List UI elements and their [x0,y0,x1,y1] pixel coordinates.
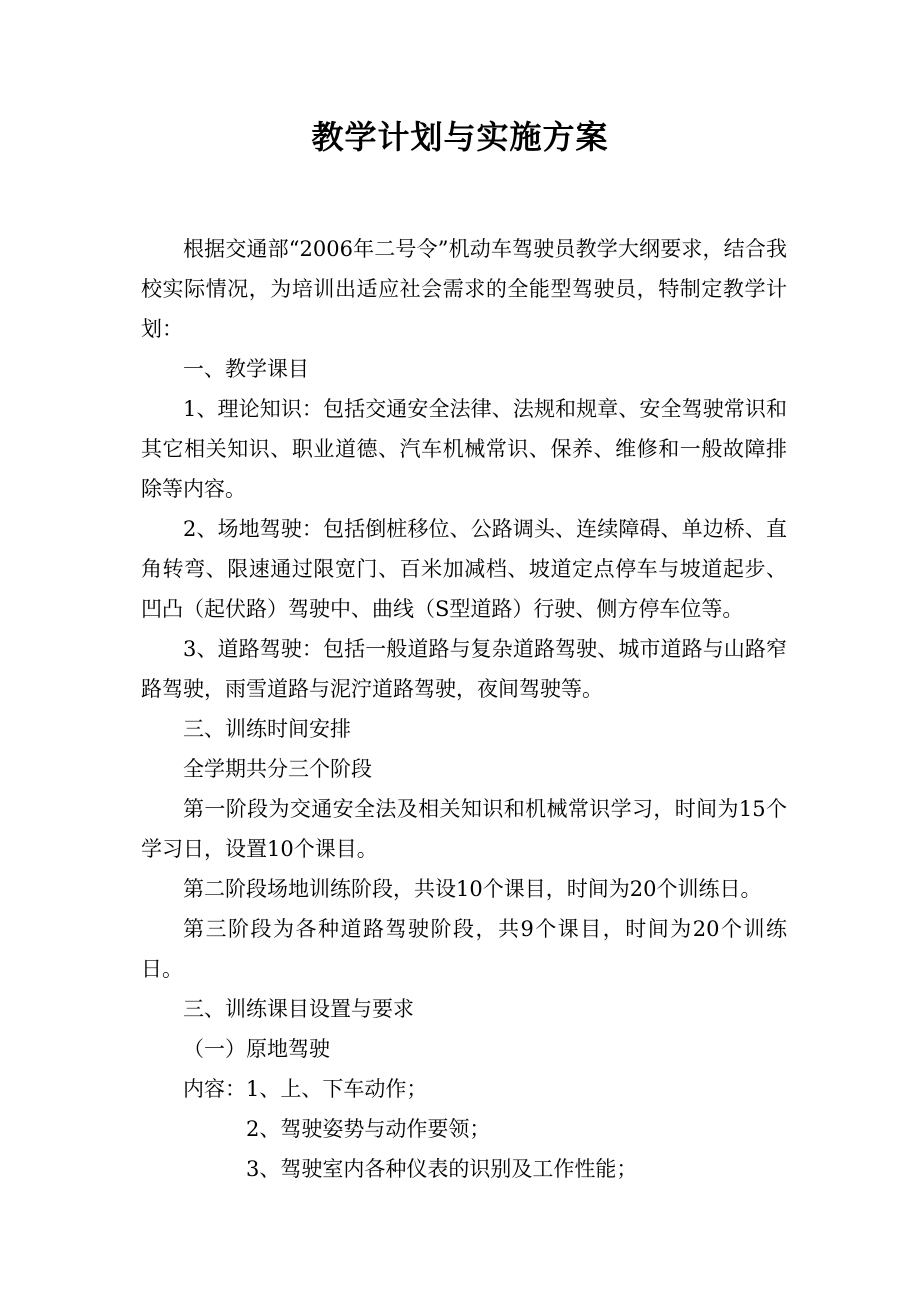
document-body [141,229,787,1189]
paragraph-road-driving: 3、道路驾驶：包括一般道路与复杂道路驾驶、城市道路与山路窄路驾驶，雨雪道路与泥泞道路驾驶，夜间驾驶等。 [141,637,787,701]
paragraph-theory: 1、理论知识：包括交通安全法律、法规和规章、安全驾驶常识和其它相关知识、职业道德、汽车机械常识、保养、维修和一般故障排除等内容。 [141,397,787,501]
content-item-1: 内容：1、上、下车动作； [183,1077,428,1101]
paragraph-three-stages: 全学期共分三个阶段 [183,757,372,781]
heading-course-settings: 三、训练课目设置与要求 [183,997,414,1021]
content-item-3: 3、驾驶室内各种仪表的识别及工作性能； [246,1157,638,1181]
paragraph-site-driving: 2、场地驾驶：包括倒桩移位、公路调头、连续障碍、单边桥、直角转弯、限速通过限宽门、百米加减档、坡道定点停车与坡道起步、凹凸（起伏路）驾驶中、曲线（S型道路）行驶、侧方停车位等。 [141,517,787,621]
heading-training-schedule: 三、训练时间安排 [183,717,351,741]
heading-teaching-subjects: 一、教学课目 [183,357,309,381]
paragraph-stage-two: 第二阶段场地训练阶段，共设10个课目，时间为20个训练日。 [183,877,762,901]
subheading-stationary-driving: （一）原地驾驶 [183,1037,330,1061]
paragraph-stage-three: 第三阶段为各种道路驾驶阶段，共9个课目，时间为20个训练日。 [141,917,787,981]
content-item-2: 2、驾驶姿势与动作要领； [246,1117,491,1141]
document-title: 教学计划与实施方案 [311,118,609,156]
paragraph-intro: 根据交通部“2006年二号令”机动车驾驶员教学大纲要求，结合我校实际情况，为培训出适应社会需求的全能型驾驶员，特制定教学计划： [141,237,787,341]
paragraph-stage-one: 第一阶段为交通安全法及相关知识和机械常识学习，时间为15个学习日，设置10个课目。 [141,797,787,861]
